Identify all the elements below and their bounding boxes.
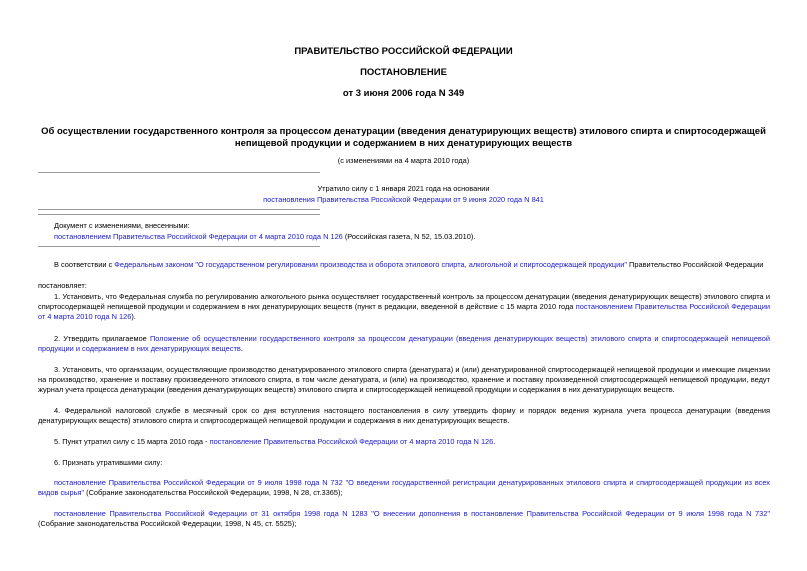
changes-source: (Российская газета, N 52, 15.03.2010). xyxy=(342,232,476,241)
document-title-line1: Об осуществлении государственного контроля за процессом денатурации (введения денатурирующих веществ) этилового спирта и спиртосодержащей xyxy=(41,126,766,137)
amendments-note: (с изменениями на 4 марта 2010 года) xyxy=(337,156,470,165)
item-7: постановление Правительства Российской Федерации от 9 июля 1998 года N 732 "О введении государственной регистрации денатурированных этилового спирта и спиртосодержащей продукции из всех видов сырья" (Собрание законодательства Российской Федерации, 1998, N 28, ст.3365); xyxy=(38,478,770,498)
item-1-link[interactable]: постановлением Правительства Российской Федерации от 4 марта 2010 года N 126 xyxy=(38,302,770,322)
item-4: 4. Федеральной налоговой службе в месячный срок со дня вступления настоящего постановления в силу утвердить форму и порядок ведения журнала учета процесса денатурации (введения денатурирующих веществ) этилового спирта и спиртосодержащей непищевой продукции и содержания в них денатурирующих веществ. xyxy=(38,406,770,426)
item-2: 2. Утвердить прилагаемое Положение об осуществлении государственного контроля за процессом денатурации (введения денатурирующих веществ) этилового спирта и спиртосодержащей непищевой продукции и содержанием в них денатурирующих веществ. xyxy=(38,334,770,354)
changes-link[interactable]: постановлением Правительства Российской Федерации от 4 марта 2010 года N 126 xyxy=(54,232,343,241)
changes-line xyxy=(54,232,475,242)
divider xyxy=(38,172,320,173)
decrees-word: постановляет: xyxy=(38,281,87,290)
expiry-link[interactable]: постановления Правительства Российской Федерации от 9 июня 2020 года N 841 xyxy=(263,195,544,204)
divider xyxy=(38,246,320,247)
document-title-line2: непищевой продукции и содержанием в них денатурирующих веществ xyxy=(234,138,573,149)
regulation-link[interactable]: Положение об осуществлении государственного контроля за процессом денатурации (введения денатурирующих веществ) этилового спирта и спиртосодержащей непищевой продукции и содержанием в них денатурирующих веществ xyxy=(38,334,770,354)
item-8-link[interactable]: постановление Правительства Российской Федерации от 31 октября 1998 года N 1283 "О внесении дополнения в постановление Правительства Российской Федерации от 9 июля 1998 года N 732" xyxy=(54,509,770,518)
divider xyxy=(38,214,320,215)
item-5: 5. Пункт утратил силу с 15 марта 2010 года - постановление Правительства Российской Федерации от 4 марта 2010 года N 126. xyxy=(54,437,496,446)
item-8: постановление Правительства Российской Федерации от 31 октября 1998 года N 1283 "О внесении дополнения в постановление Правительства Российской Федерации от 9 июля 1998 года N 732" (Собрание законодательства Российской Федерации, 1998, N 45, ст. 5525); xyxy=(38,509,770,529)
item-3: 3. Установить, что организации, осуществляющие производство денатурированного этилового спирта (денатурата) и (или) денатурированной спиртосодержащей непищевой продукции и имеющие лицензии на производство, хранение и поставку произведенного этилового спирта, в том числе денатурата, и (или) на производство, хранение и поставку произведенной спиртосодержащей непищевой продукции, ведут журнал учета процесса денатурации (введения денатурирующих веществ) этилового спирта и спиртосодержащей непищевой продукции и содержания в них денатурирующих веществ. xyxy=(38,365,770,395)
changes-intro: Документ с изменениями, внесенными: xyxy=(54,221,190,230)
document-type: ПОСТАНОВЛЕНИЕ xyxy=(360,67,447,78)
preamble-paragraph: В соответствии с Федеральным законом "О государственном регулировании производства и оборота этилового спирта, алкогольной и спиртосодержащей продукции" Правительство Российской Федерации xyxy=(54,260,764,269)
federal-law-link[interactable]: Федеральным законом "О государственном регулировании производства и оборота этилового спирта, алкогольной и спиртосодержащей продукции" xyxy=(114,260,627,269)
expiry-text: Утратило силу с 1 января 2021 года на основании xyxy=(317,184,490,193)
divider xyxy=(38,209,320,210)
item-1: 1. Установить, что Федеральная служба по регулированию алкогольного рынка осуществляет государственный контроль за процессом денатурации (введения денатурирующих веществ) этилового спирта и спиртосодержащей непищевой продукции и содержанием в них денатурирующих веществ (пункт в редакции, введенной в действие с 15 марта 2010 года постановлением Правительства Российской Федерации от 4 марта 2010 года N 126). xyxy=(38,292,770,322)
item-6: 6. Признать утратившими силу: xyxy=(54,458,163,467)
government-name: ПРАВИТЕЛЬСТВО РОССИЙСКОЙ ФЕДЕРАЦИИ xyxy=(294,46,513,57)
document-date-number: от 3 июня 2006 года N 349 xyxy=(342,88,465,99)
item-7-link[interactable]: постановление Правительства Российской Федерации от 9 июля 1998 года N 732 "О введении государственной регистрации денатурированных этилового спирта и спиртосодержащей продукции из всех видов сырья" xyxy=(38,478,770,498)
item-5-link[interactable]: постановление Правительства Российской Федерации от 4 марта 2010 года N 126 xyxy=(209,437,494,446)
